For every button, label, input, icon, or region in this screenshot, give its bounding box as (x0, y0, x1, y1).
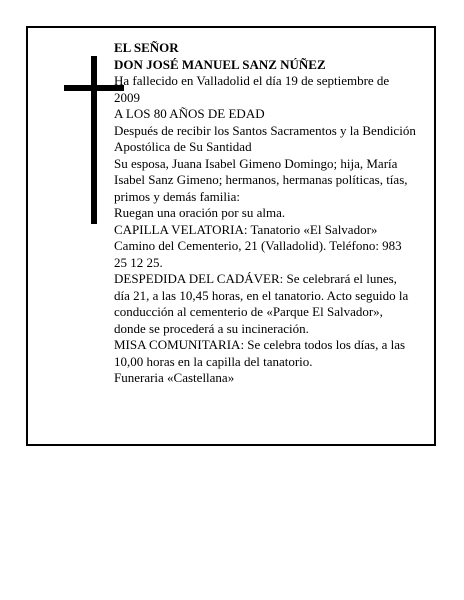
farewell-info: DESPEDIDA DEL CADÁVER: Se celebrará el lunes, día 21, a las 10,45 horas, en el tanatorio. Acto seguido la conducción al cementerio de «Parque El Salvador», donde se procederá a su incineración. (114, 271, 409, 336)
prayer-request: Ruegan una oración por su alma. (114, 205, 286, 220)
wake-chapel-info: CAPILLA VELATORIA: Tanatorio «El Salvador» Camino del Cementerio, 21 (Valladolid). Teléfono: 983 25 12 25. (114, 221, 402, 270)
sacraments-line: Después de recibir los Santos Sacramentos y la Bendición Apostólica de Su Santidad (114, 122, 416, 154)
notice-text (114, 40, 416, 387)
age-line: A LOS 80 AÑOS DE EDAD (114, 106, 265, 121)
mass-info: MISA COMUNITARIA: Se celebra todos los días, a las 10,00 horas en la capilla del tanatorio. (114, 337, 406, 369)
cross-vertical-bar (91, 56, 97, 224)
obituary-notice (26, 26, 436, 446)
notice-title: EL SEÑOR (114, 40, 179, 55)
family-line: Su esposa, Juana Isabel Gimeno Domingo; hija, María Isabel Sanz Gimeno; hermanos, hermanas políticas, tías, primos y demás familia: (114, 155, 408, 204)
deceased-name: DON JOSÉ MANUEL SANZ NÚÑEZ (114, 56, 326, 72)
funeral-home: Funeraria «Castellana» (114, 370, 235, 385)
death-statement: Ha fallecido en Valladolid el día 19 de septiembre de 2009 (114, 73, 390, 105)
